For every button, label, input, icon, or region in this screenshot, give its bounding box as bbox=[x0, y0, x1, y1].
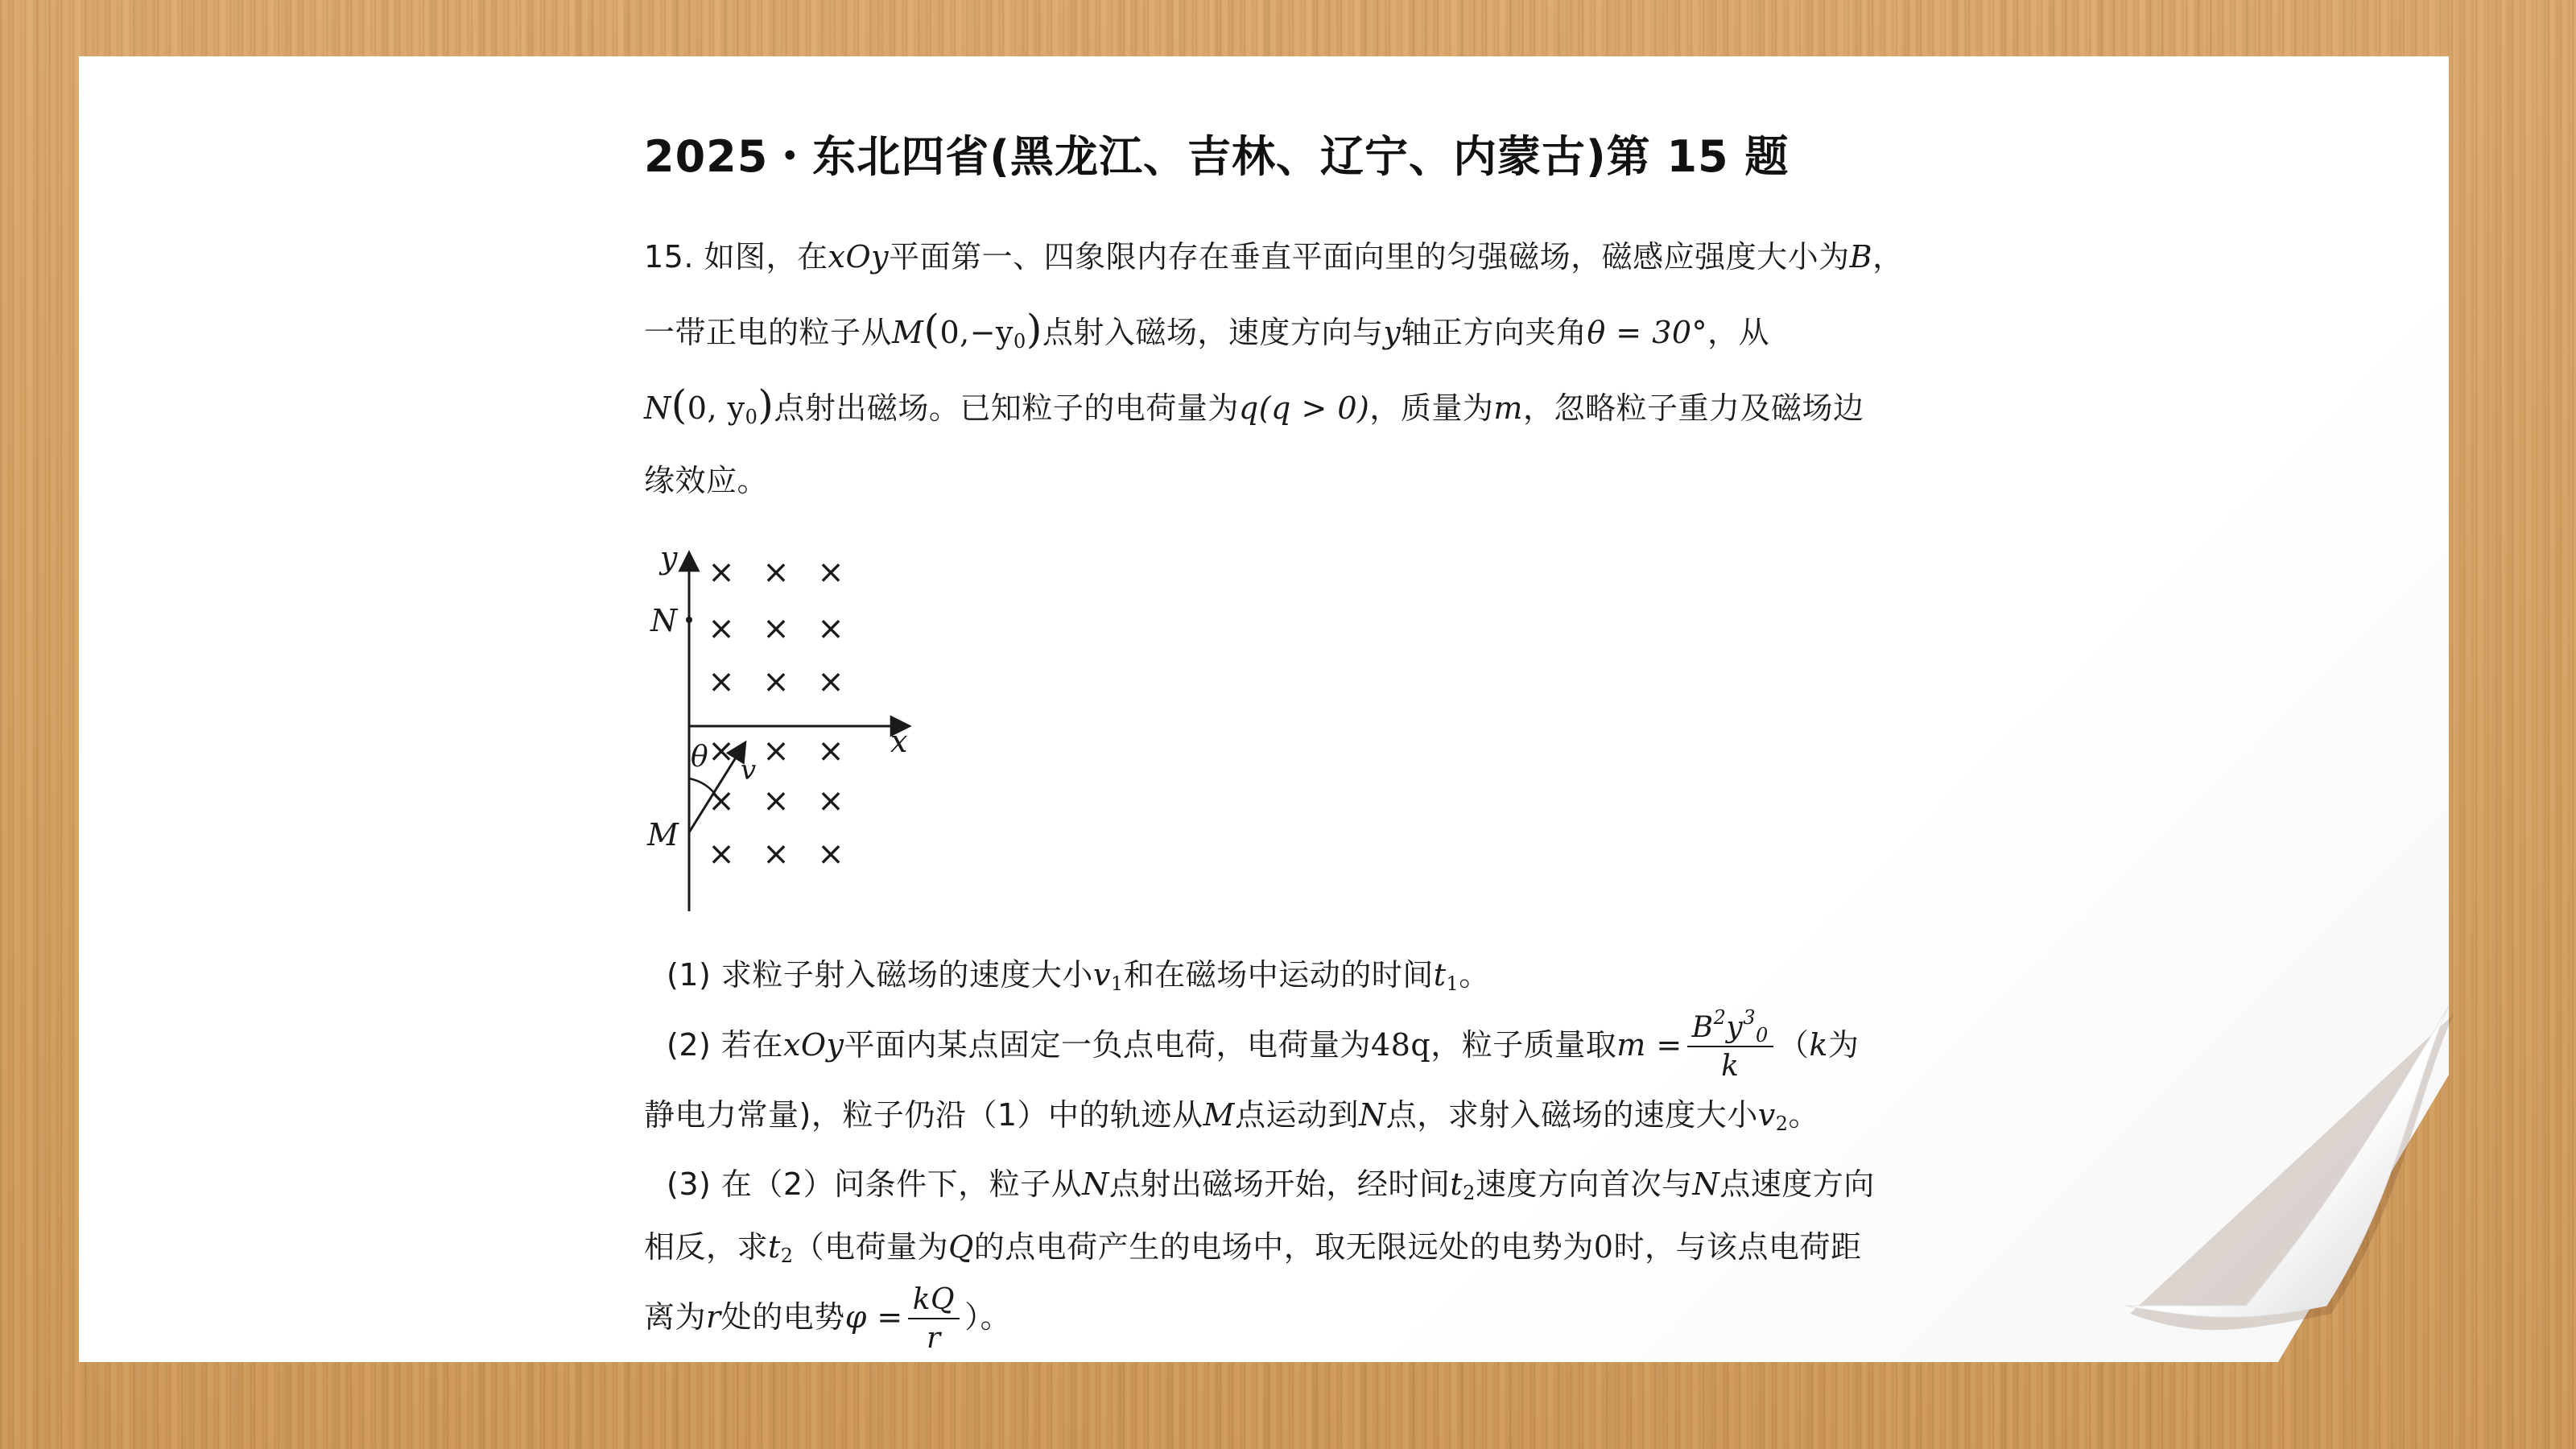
statement-text: 如图，在 bbox=[704, 239, 828, 275]
plane-symbol: xOy bbox=[828, 239, 890, 275]
statement-text: 点射入磁场，速度方向与 bbox=[1042, 315, 1384, 350]
subscript: 0 bbox=[1756, 1023, 1769, 1046]
problem-number: 15. bbox=[644, 239, 694, 275]
question-label: (1) bbox=[667, 957, 712, 993]
statement-text: ，忽略粒子重力及磁场边 bbox=[1522, 390, 1864, 426]
fraction-numerator: kQ bbox=[908, 1286, 960, 1319]
question-2 bbox=[644, 1006, 1940, 1084]
question-1 bbox=[644, 943, 1940, 1006]
mass-equation: m = bbox=[1616, 1027, 1682, 1063]
velocity-symbol: v bbox=[1092, 957, 1111, 993]
statement-text: ，质量为 bbox=[1369, 390, 1494, 426]
statement-text: 点射出磁场。已知粒子的电荷量为 bbox=[774, 390, 1239, 426]
point-N-symbol: N bbox=[1692, 1166, 1720, 1202]
field-cross: × bbox=[817, 663, 844, 700]
time-symbol: t bbox=[1433, 957, 1447, 993]
statement-text: ，从 bbox=[1707, 315, 1770, 350]
magnetic-field-diagram bbox=[644, 541, 942, 911]
question-text: 。 bbox=[1459, 957, 1490, 993]
subscript: 1 bbox=[1446, 972, 1459, 995]
field-cross: × bbox=[762, 733, 790, 770]
question-text: 静电力常量)，粒子仍沿（1）中的轨迹从 bbox=[644, 1097, 1203, 1133]
k-symbol: k bbox=[1809, 1027, 1828, 1063]
field-cross: × bbox=[708, 554, 735, 591]
point-M-label: M bbox=[647, 817, 679, 852]
field-cross: × bbox=[708, 733, 735, 770]
fraction-denominator: r bbox=[927, 1321, 941, 1355]
y-axis-label: y bbox=[660, 541, 678, 576]
point-N-symbol: N bbox=[1082, 1166, 1109, 1202]
subscript: 0 bbox=[745, 406, 758, 428]
field-crosses bbox=[708, 554, 844, 873]
angle-expression: θ = 30° bbox=[1587, 315, 1708, 350]
statement-text: 轴正方向夹角 bbox=[1401, 315, 1587, 350]
fraction-denominator: k bbox=[1721, 1049, 1740, 1083]
question-text: 。 bbox=[1788, 1097, 1819, 1133]
paren-open: ( bbox=[923, 306, 940, 353]
problem-content bbox=[644, 121, 1940, 1356]
question-text: 求粒子射入磁场的速度大小 bbox=[720, 957, 1093, 993]
question-label: (2) bbox=[667, 1027, 712, 1063]
subscript: 2 bbox=[780, 1245, 794, 1267]
question-text: 速度方向首次与 bbox=[1475, 1166, 1693, 1202]
question-text: 时，与该点电荷距 bbox=[1613, 1229, 1862, 1265]
question-label: (3) bbox=[667, 1166, 712, 1202]
M-coordinate: 0,−y bbox=[939, 315, 1014, 350]
question-text: 离为 bbox=[644, 1299, 707, 1335]
field-cross: × bbox=[762, 782, 790, 819]
question-text: ，粒子质量取 bbox=[1430, 1027, 1617, 1063]
time-symbol: t bbox=[768, 1229, 781, 1265]
zero-value: 0 bbox=[1593, 1229, 1614, 1265]
statement-text: 缘效应。 bbox=[644, 463, 769, 498]
question-text: 在（2）问条件下，粒子从 bbox=[720, 1166, 1083, 1202]
point-N-symbol: N bbox=[644, 390, 671, 426]
mass-fraction bbox=[1687, 1005, 1773, 1083]
field-cross: × bbox=[762, 663, 790, 700]
charge-value: 48q bbox=[1371, 1027, 1431, 1063]
field-cross: × bbox=[708, 836, 735, 873]
question-text: 为 bbox=[1827, 1027, 1860, 1063]
superscript: 3 bbox=[1743, 1005, 1757, 1029]
question-text: 点速度方向 bbox=[1719, 1166, 1875, 1202]
question-text: 和在磁场中运动的时间 bbox=[1123, 957, 1434, 993]
charge-expression: q(q > 0) bbox=[1238, 390, 1370, 426]
fraction-numerator bbox=[1687, 1005, 1773, 1047]
question-text: （ bbox=[1777, 1027, 1810, 1063]
numerator-B: B bbox=[1691, 1010, 1714, 1044]
paren-open: ( bbox=[671, 382, 687, 428]
statement-text: 一带正电的粒子从 bbox=[644, 315, 893, 350]
question-3-final bbox=[644, 1278, 1940, 1356]
charge-Q-symbol: Q bbox=[948, 1229, 974, 1265]
question-text: 点射出磁场开始，经时间 bbox=[1108, 1166, 1451, 1202]
field-cross: × bbox=[708, 782, 735, 819]
statement-text: ， bbox=[1872, 239, 1904, 275]
problem-statement bbox=[644, 221, 1940, 517]
field-cross: × bbox=[762, 554, 790, 591]
field-cross: × bbox=[762, 610, 790, 647]
question-3-continued bbox=[644, 1216, 1940, 1278]
field-cross: × bbox=[708, 610, 735, 647]
question-text: 平面内某点固定一负点电荷，电荷量为 bbox=[844, 1027, 1372, 1063]
field-cross: × bbox=[708, 663, 735, 700]
angle-theta-label: θ bbox=[691, 741, 708, 774]
potential-fraction bbox=[908, 1282, 960, 1355]
mass-symbol: m bbox=[1493, 390, 1523, 426]
point-N-symbol: N bbox=[1358, 1097, 1386, 1133]
field-cross: × bbox=[817, 782, 844, 819]
question-text: 若在 bbox=[720, 1027, 783, 1063]
subscript: 2 bbox=[1775, 1113, 1789, 1135]
subscript: 2 bbox=[1463, 1182, 1476, 1204]
field-cross: × bbox=[817, 733, 844, 770]
field-symbol: B bbox=[1849, 239, 1873, 275]
axis-y-symbol: y bbox=[1383, 315, 1402, 350]
subscript: 1 bbox=[1110, 972, 1124, 995]
field-cross: × bbox=[762, 836, 790, 873]
question-text: 相反，求 bbox=[644, 1229, 769, 1265]
page-curl bbox=[2125, 1006, 2471, 1385]
question-3 bbox=[644, 1153, 1940, 1216]
field-cross: × bbox=[817, 610, 844, 647]
velocity-symbol: v bbox=[1757, 1097, 1776, 1133]
statement-text: 平面第一、四象限内存在垂直平面向里的匀强磁场，磁感应强度大小为 bbox=[889, 239, 1850, 275]
r-symbol: r bbox=[706, 1299, 721, 1335]
subscript: 0 bbox=[1013, 330, 1026, 353]
velocity-label: v bbox=[741, 754, 757, 786]
numerator-y: y bbox=[1726, 1010, 1744, 1044]
plane-symbol: xOy bbox=[782, 1027, 844, 1063]
N-coordinate: 0, y bbox=[687, 390, 745, 426]
x-axis-label: x bbox=[890, 724, 908, 759]
superscript: 2 bbox=[1713, 1005, 1727, 1029]
question-text: （电荷量为 bbox=[793, 1229, 949, 1265]
point-M-symbol: M bbox=[892, 315, 924, 350]
paren-close: ) bbox=[758, 382, 774, 428]
point-N-label: N bbox=[650, 603, 678, 638]
question-text: 处的电势 bbox=[720, 1299, 845, 1335]
point-M-symbol: M bbox=[1203, 1097, 1235, 1133]
question-text: 点，求射入磁场的速度大小 bbox=[1385, 1097, 1758, 1133]
time-symbol: t bbox=[1450, 1166, 1463, 1202]
field-cross: × bbox=[817, 836, 844, 873]
point-N-dot bbox=[686, 617, 692, 623]
problem-title: 2025・东北四省(黑龙江、吉林、辽宁、内蒙古)第 15 题 bbox=[644, 131, 1790, 182]
question-text: ）。 bbox=[964, 1299, 1012, 1335]
potential-equation: φ = bbox=[844, 1299, 903, 1335]
question-text: 点运动到 bbox=[1234, 1097, 1359, 1133]
question-text: 的点电荷产生的电场中，取无限远处的电势为 bbox=[973, 1229, 1594, 1265]
paren-close: ) bbox=[1026, 306, 1042, 353]
field-cross: × bbox=[817, 554, 844, 591]
question-2-continued bbox=[644, 1084, 1940, 1146]
